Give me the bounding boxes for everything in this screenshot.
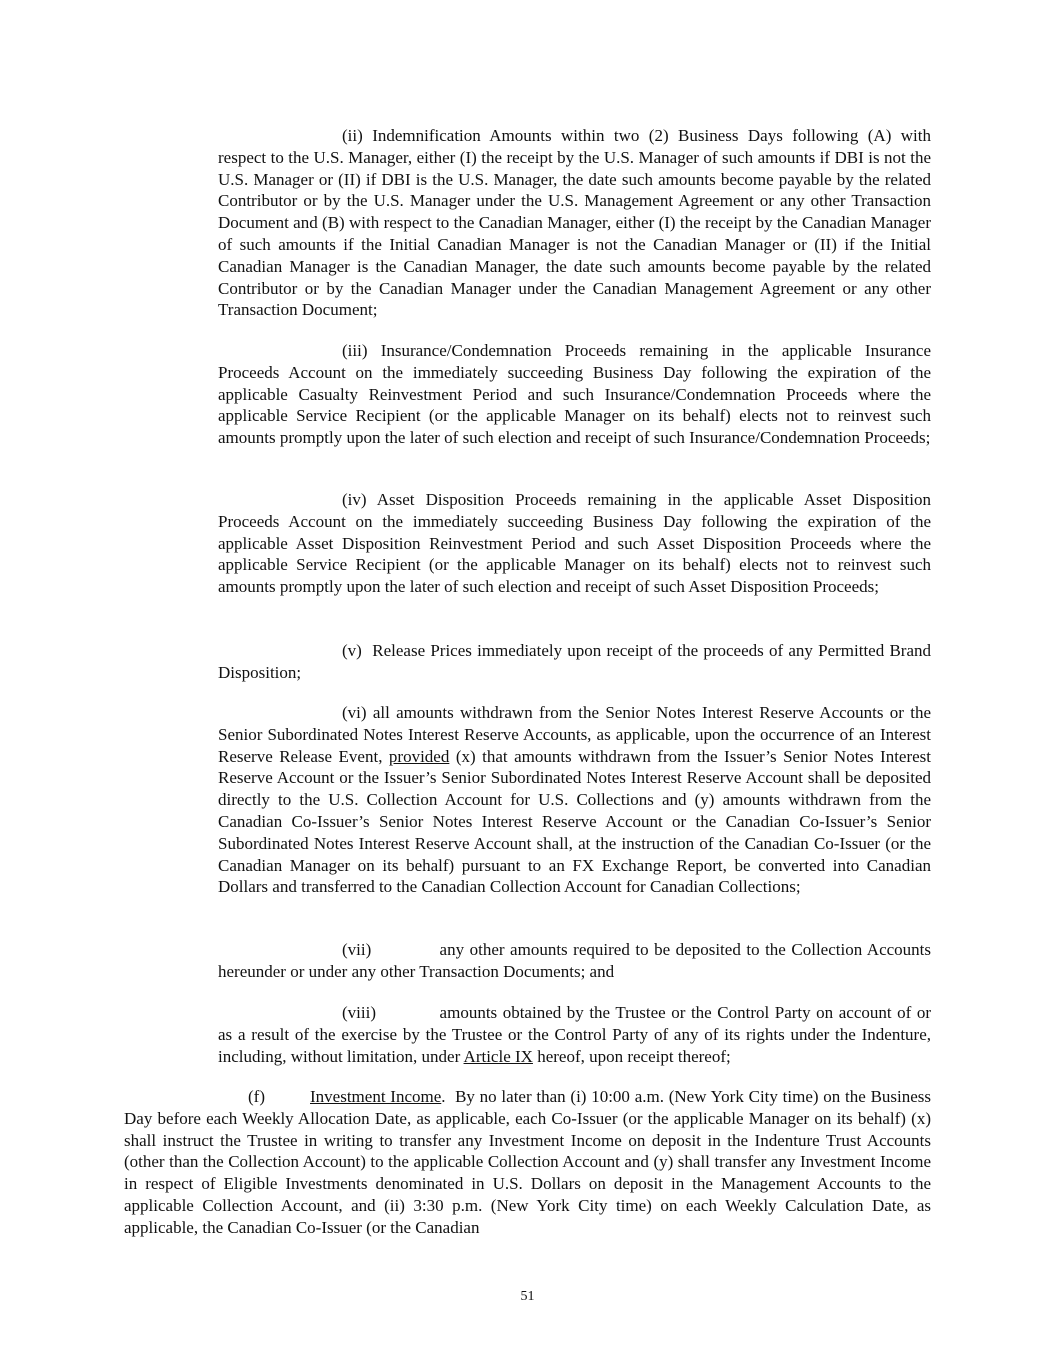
page-number: 51 — [520, 1289, 535, 1304]
paragraph-vi-text-after: (x) that amounts withdrawn from the Issuer’s Senior Notes Interest Reserve Account or the Issuer’s Senior Subordinated Notes Interest Reserve Account shall be deposited directly to the U.S. Collection Account for U.S. Collections and (y) amounts withdrawn from the Canadian Co-Issuer’s Senior Notes Interest Reserve Account or the Canadian Co-Issuer’s Senior Subordinated Notes Interest Reserve Account shall, at the instruction of the Canadian Co-Issuer (or the Canadian Manager on its behalf) pursuant to an FX Exchange Report, be converted into Canadian Dollars and transferred to the Canadian Collection Account for Canadian Collections; — [218, 746, 932, 897]
paragraph-iv-text: Asset Disposition Proceeds remaining in the applicable Asset Disposition Proceeds Account on the immediately succeeding Business Day following the expiration of the applicable Asset Disposition Reinvestment Period and such Asset Disposition Proceeds where the applicable Service Recipient (or the applicable Manager on its behalf) elects not to reinvest such amounts promptly upon the later of such election and receipt of such Asset Disposition Proceeds; — [218, 490, 931, 597]
paragraph-f: (f) Investment Income. By no later than (i) 10:00 a.m. (New York City time) on the Business Day before each Weekly Allocation Date, as applicable, each Co-Issuer (or the applicable Manager on its behalf) (x) shall instruct the Trustee in writing to transfer any Investment Income on deposit in the Indenture Trust Accounts (other than the Collection Account) to the applicable Collection Account and (y) shall transfer any Investment Income in respect of Eligible Investments denominated in U.S. Dollars on deposit in the Management Accounts to the applicable Collection Account, and (ii) 3:30 p.m. (New York City time) on each Weekly Calculation Date, as applicable, the Canadian Co-Issuer (or the Canadian — [124, 1087, 932, 1237]
paragraph-f-heading: Investment Income — [310, 1087, 442, 1106]
paragraph-iv-label: (iv) — [342, 490, 367, 509]
provided-term: provided — [388, 746, 450, 766]
paragraph-viii-label: (viii) — [342, 1003, 376, 1022]
paragraph-f-text: By no later than (i) 10:00 a.m. (New York City time) on the Business Day before each Weekly Allocation Date, as applicable, each Co-Issuer (or the applicable Manager on its behalf) (x) shall instruct the Trustee in writing to transfer any Investment Income on deposit in the Indenture Trust Accounts (other than the Collection Account) to the applicable Collection Account and (y) shall transfer any Investment Income in respect of Eligible Investments denominated in U.S. Dollars on deposit in the Management Accounts to the applicable Collection Account, and (ii) 3:30 p.m. (New York City time) on each Weekly Calculation Date, as applicable, the Canadian Co-Issuer (or the Canadian — [124, 1087, 932, 1237]
paragraph-v-label: (v) — [342, 641, 362, 660]
paragraph-iii-label: (iii) — [342, 341, 368, 360]
paragraph-iv — [218, 489, 931, 598]
paragraph-vi — [218, 702, 931, 898]
paragraph-vii-text: any other amounts required to be deposited to the Collection Accounts hereunder or under any other Transaction Documents; and — [218, 940, 931, 981]
paragraph-ii-text: Indemnification Amounts within two (2) Business Days following (A) with respect to the U.S. Manager, either (I) the receipt by the U.S. Manager of such amounts if DBI is not the U.S. Manager or (II) if DBI is the U.S. Manager, the date such amounts become payable by the related Contributor or by the U.S. Manager under the U.S. Management Agreement or any other Transaction Document and (B) with respect to the Canadian Manager, either (I) the receipt by the Canadian Manager of such amounts if the Initial Canadian Manager is not the Canadian Manager or (II) if the Initial Canadian Manager is the Canadian Manager, the date such amounts become payable by the related Contributor or by the Canadian Manager under the Canadian Management Agreement or any other Transaction Document; — [218, 126, 931, 320]
paragraph-v — [218, 640, 931, 684]
paragraph-v-text: Release Prices immediately upon receipt of the proceeds of any Permitted Brand Disposition; — [218, 641, 931, 682]
article-ix-reference: Article IX — [463, 1046, 533, 1066]
paragraph-vii-label: (vii) — [342, 940, 372, 959]
paragraph-iii-text: Insurance/Condemnation Proceeds remaining in the applicable Insurance Proceeds Account on the immediately succeeding Business Day following the expiration of the applicable Casualty Reinvestment Period and such Insurance/Condemnation Proceeds where the applicable Service Recipient (or the applicable Manager on its behalf) elects not to reinvest such amounts promptly upon the later of such election and receipt of such Insurance/Condemnation Proceeds; — [218, 341, 931, 448]
paragraph-vii — [218, 939, 931, 983]
paragraph-viii-text-before: amounts obtained by the Trustee or the Control Party on account of or as a result of the exercise by the Trustee or the Control Party of any of its rights under the Indenture, including, without limitation, under — [218, 1003, 931, 1066]
paragraph-f-label: (f) — [248, 1087, 265, 1106]
paragraph-viii-text-after: hereof, upon receipt thereof; — [537, 1046, 731, 1066]
paragraph-ii — [218, 125, 931, 321]
paragraph-vi-text-before: all amounts withdrawn from the Senior Notes Interest Reserve Accounts or the Senior Subordinated Notes Interest Reserve Accounts, as applicable, upon the occurrence of an Interest Reserve Release Event, — [218, 703, 931, 766]
paragraph-viii — [218, 1002, 931, 1067]
paragraph-vi-label: (vi) — [342, 703, 367, 722]
paragraph-iii — [218, 340, 931, 449]
paragraph-ii-label: (ii) — [342, 126, 363, 145]
